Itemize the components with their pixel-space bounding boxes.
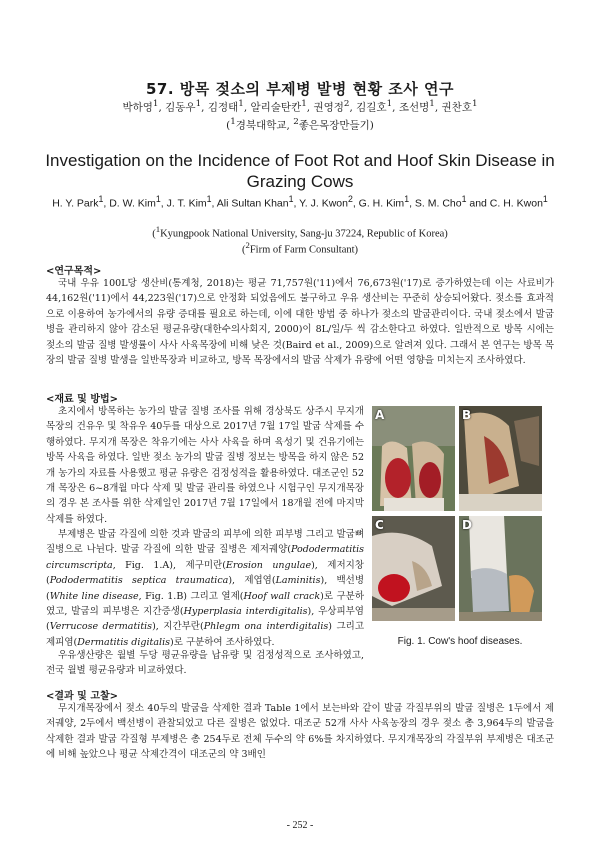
korean-affiliations: ($^1$경북대학교, $^2$좋은목장만들기) xyxy=(226,117,374,132)
english-authors: H. Y. Park$^1$, D. W. Kim$^1$, J. T. Kim$^1$, Ali Sultan Khan$^1$, Y. J. Kwon$^2$, G. H. Kim$^1$, S. M. Cho$^1$ and C. H. Kwon$^1$ xyxy=(52,194,548,210)
figure-caption: Fig. 1. Cow's hoof diseases. xyxy=(397,636,523,647)
section-heading-methods: <재료 및 방법> xyxy=(46,394,119,405)
figure-panel-a: A xyxy=(372,406,455,511)
section-heading-results: <결과 및 고찰> xyxy=(46,691,119,702)
results-paragraph: 무지개목장에서 젖소 40두의 발굽을 삭제한 결과 Table 1에서 보는바와 같이 발굽 각질부위의 발굽 질병은 1두에서 제저궤양, 2두에서 백선병이 관찰되었고 다른 질병은 없었다. 대조군 52개 사사 사육농장의 경우 젖소 총 3,964두의 발굽을 삭제한 결과 발굽 각질형 부제병은 총 254두로 전체 두수의 약 6%를 차지하였다. 무지개목장의 각질부위 부제병은 대조군에 비해 높았으나 평균 삭제간격이 대조군의 약 3배인 xyxy=(46,703,554,761)
english-affiliation-1: ($^1$Kyungpook National University, Sang-ju 37224, Republic of Korea) xyxy=(152,224,448,240)
korean-title: 57. 방목 젖소의 부제병 발병 현황 조사 연구 xyxy=(146,80,454,98)
figure-panel-d: D xyxy=(459,516,542,621)
figure-panel-b: B xyxy=(459,406,542,511)
purpose-paragraph: 국내 우유 100L당 생산비(통계청, 2018)는 평균 71,757원('11)에서 76,673원('17)로 증가하였는데 이는 사료비가 44,162원('11)에서 44,223원('17)으로 안정화 되었음에도 불구하고 우유 생산비는 꾸준히 상승되어왔다. 젖소를 효과적으로 이용하여 농가에서의 유량 증대를 필요로 하는데, 이에 대한 방법 중 하나가 젖소의 발굽관리이다. 국내 젖소에서 발굽병을 관리하지 않아 감소된 평균유량(대한수의사회지, 2000)이 8L/일/두 씩 감소한다고 하였다. 일반적으로 방목 시에는 젖소의 발굽 질병 발생률이 사사 사육목장에 비해 낮은 것(Baird et al., 2009)으로 알려져 있다. 그래서 본 연구는 방목 목장의 발굽 질병 발생을 일반목장과 비교하고, 방목 목장에서의 발굽 삭제가 유량에 어떤 영향을 미치는지 조사하였다. xyxy=(46,278,554,367)
methods-paragraph-3: 우유생산량은 월별 두당 평균유량을 납유량 및 검정성적으로 조사하였고, 전국 월별 평균유량과 비교하였다. xyxy=(46,650,364,677)
section-heading-purpose: <연구목적> xyxy=(46,266,102,277)
figure-panel-c: C xyxy=(372,516,455,621)
english-title: Investigation on the Incidence of Foot Rot and Hoof Skin Disease in Grazing Cows xyxy=(45,151,555,191)
english-affiliation-2: ($^2$Firm of Farm Consultant) xyxy=(241,240,359,256)
methods-paragraph-2: 부제병은 발굽 각질에 의한 것과 발굽의 피부에 의한 피부병 그리고 발굽뼈 질병으로 나뉜다. 발굽 각질에 의한 발굽 질병은 제저궤양(Pododermatitis circumscripta, Fig. 1.A), 제구미란(Erosion ungulae), 제저지창(Pododermatitis septica traumatica), 제엽염(Laminitis), 백선병(White line disease, Fig. 1.B) 그리고 열제(Hoof wall crack)로 구분하였고, 발굽의 피부병은 지간증생(Hyperplasia interdigitalis), 우상피부염(Verrucose dermatitis), 지간부란(Phlegm ona interdigitalis) 그리고 제피염(Dermatitis digitalis)로 구분하여 조사하였다. xyxy=(46,529,364,648)
page-number: - 252 - xyxy=(286,820,314,831)
methods-paragraph-1: 초지에서 방목하는 농가의 발굽 질병 조사를 위해 경상북도 상주시 무지개목장의 건유우 및 착유우 40두를 대상으로 2017년 7월 17일 발굽 삭제를 수행하였다. 무지개 목장은 착유기에는 사사 사육을 하며 육성기 및 건유기에는 방목 사육을 하였다. 일반 젖소 농가의 발굽 질병 정보는 방목을 하지 않은 52개 농가의 자료를 사용했고 평균 유량은 검정성적을 활용하였다. 대조군인 52개 목장은 6~8개월 마다 삭제 및 발굽 관리를 하였으나 시험구인 무지개목장의 경우 본 조사를 위한 삭제일인 2017년 7월 17일에서 18개월 전에 마지막 삭제를 하였다. xyxy=(46,406,364,525)
korean-authors: 박하영$^1$, 김동우$^1$, 김정태$^1$, 알리술탄칸$^1$, 권영정$^2$, 김길호$^1$, 조선명$^1$, 권찬호$^1$ xyxy=(122,99,478,114)
hoof-disease-figure xyxy=(372,406,542,621)
